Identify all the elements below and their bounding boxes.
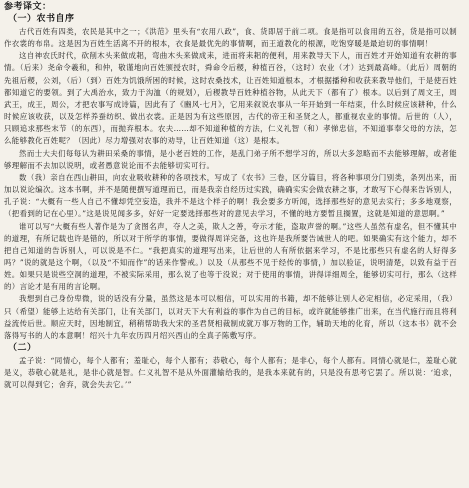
- section-1-paragraph-6: 我想到自己身份卑微，说的话没有分量，虽然这是本可以相信，可以实用的书籍，却不能够让别人必定相信，必定采用，（我）只（希望）能够上达给有关部门，让有关部门，以对天下大有利益的事作为自己的目标，或许就能够推广出来，在当代施行而且将利益流传后世。顺应天时，因地制宜，稍稍帮助我大宋的圣君贤相裁制成就万事万物的工作，辅助天地的化育，所以（这本书）就不会落得写书的人的本意啊！绍兴十九年农历四月绍兴西山的全真子陈敷写序。: [4, 294, 457, 340]
- section-2-paragraph-1: 孟子说：“同情心，每个人都有；羞耻心，每个人都有；恭敬心，每个人都有；是非心，每个人都有。同情心就是仁，羞耻心就是义，恭敬心就是礼，是非心就是智。仁义礼智不是从外面灌输给我的，是我本来就有的，只是没有思考它罢了。所以说：‘追求，就可以得到它；舍弃，就会失去它。’”: [4, 356, 457, 390]
- document-title: 参考译文：: [4, 2, 52, 12]
- section-1-paragraph-4: 数（我）亲自在西山耕田，向农业吸收耕种的各项技术，写成了《农书》三卷，区分篇目，将各种事项分门别类，条列出来，而加以说论编次。这本书啊，并不是随便撰写道理而已，而是我亲自经历过实践，确确实实会做农耕之事，才敢写下心得来告诉别人，孔子说：“大概有一些人自己不懂却凭空妄造，我并不是这个样子的啊！我会要多方听闻，选择那些好的意见去实行；多多地观察，（把看到的记在心里）。”这是说见闻多多，好好一定要选择那些对的意见去学习，不懂的地方要暂且搁置，这就是知道的意思啊。”: [4, 172, 457, 219]
- section-1-paragraph-5: 谁可以写“大概有些人著作是为了贪图名声，夺人之美，欺人之善，夸示才能，盗取声誉的啊。”这些人虽然有虚名，但不懂其中的道理，有所记载也许是错的，所以对于所学的事情，要做得周详完备，这也许是我所要告诫世人的吧。如果确实有这个能力，却不把自己知道的告诉别人，可以说是不仁。“我把真实的道理写出来，让后世的人有所依据来学习，不是比那些只有虚名的人好得多吗？”说的就是这个啊，（以及“不知而作”的话来作警戒。）以及（从那些不见于经传的事情，）加以验证，说明清楚，以致有益于百姓。如果只是说些空洞的道理，不被实际采用，那么说了也等于没说；对于使用的事情，讲得详细周全，能够切实可行，那么（这样的）言论才是有用的言论啊。: [4, 221, 457, 292]
- section-1-paragraph-2: 这自神农氏时代，砍削木头来做成耜，弯曲木头来做成耒，进而将耒耜的便利，用来教导天下人，而百姓才开始知道有农耕的事情。（后来）尧命令羲和，和仲，敬谨地向百姓颁授农时，舜命令后稷，种植百谷，（这时）农业（才）达到最高峰。（此后）周朝的先祖后稷，公刘，（后）（到）百姓为饥饿所困的时候，这时农桑技术，让百姓知道根本，才根据播种和收获来教导他们，于是使百姓都知道它的要领。到了大禹治水，致力于沟洫（的规划），后稷教导百姓种植谷物，从此天下（都有了）根本。以后到了周文王，周武王，成王，周公，才把农事写成诗篇，因此有了《豳风·七月》，它用来叙说农事从一年开始到一年结束，什么时候应该耕种，什么时候应该收获，以及怎样养蚕纺织、做出衣裳。正是因为有这些原因，古代的帝王和圣贤之人，都重视农业的事情。后世的（人），只顾追求那些末节（的东西），而抛弃根本。农夫……却不知道种植的方法，仁义礼智（和）孝悌忠信，不知道事奉父母的方法，怎么能够教化百姓呢？（因此）尽力增强对农事的劝导，让百姓知道（这）是根本。: [4, 51, 457, 146]
- section-2-heading: （二）: [8, 343, 37, 354]
- section-1-paragraph-1: 古代百姓有四类，农民是其中之一；《洪范》里头有“农用八政”，食、货即居于前二项。食是指可以食用的五谷，货是指可以制作衣裳的布帛。这是因为百姓生活离不开的根本，衣食是最优先的事情啊，而王道教化的根源，吃饱穿暖是最迫切的事情啊！: [4, 27, 457, 49]
- section-1-heading: （一）农书自序: [8, 14, 75, 24]
- section-1-paragraph-3: 然而士大夫们每每认为耕田采桑的事情，是小老百姓的工作，是乱门弟子所不想学习的，所以大多忽略而不去能够理解，或者能够理解而不去加以说明，或者愚意说论而不去能够切实可行。: [4, 148, 457, 170]
